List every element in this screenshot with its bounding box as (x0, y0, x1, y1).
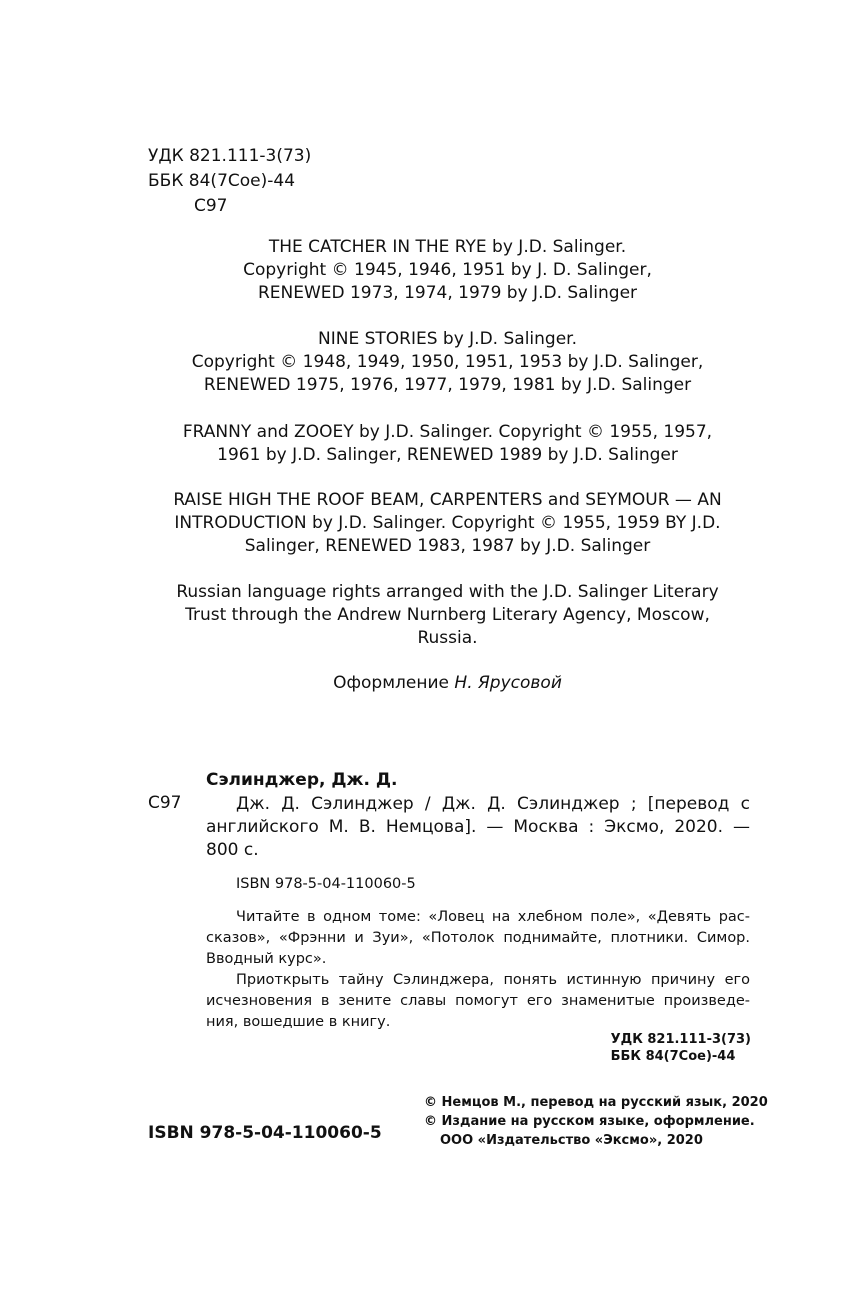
copyright-line: THE CATCHER IN THE RYE by J.D. Salinger. (268, 237, 627, 257)
biblio-line: 800 с. (206, 840, 259, 860)
footer-udk: УДК 821.111-3(73) (610, 1032, 751, 1047)
copyright-nine-stories (140, 328, 755, 397)
copyright-line: Salinger, RENEWED 1983, 1987 by J.D. Salinger (244, 536, 651, 556)
footer-copyright (424, 1093, 768, 1150)
classification-block (148, 144, 311, 219)
designer-name: Н. Ярусовой (454, 673, 562, 693)
copyright-line: 1961 by J.D. Salinger, RENEWED 1989 by J.D. Salinger (217, 445, 678, 465)
copyright-line: Copyright © 1948, 1949, 1950, 1951, 1953 by J.D. Salinger, (191, 352, 704, 372)
copyright-line: RAISE HIGH THE ROOF BEAM, CARPENTERS and SEYMOUR — AN (173, 490, 722, 510)
copyright-edition: © Издание на русском языке, оформление. (424, 1114, 755, 1129)
footer-classification (611, 1031, 751, 1065)
entry-author: Сэлинджер, Дж. Д. (206, 770, 398, 790)
copyright-translation: © Немцов М., перевод на русский язык, 2020 (424, 1095, 768, 1110)
udk-code: УДК 821.111-3(73) (148, 146, 312, 166)
rights-line: Trust through the Andrew Nurnberg Literary Agency, Moscow, (185, 605, 710, 625)
biblio-line: английского М. В. Немцова]. — Москва : Эксмо, 2020. — (206, 817, 750, 837)
rights-line: Russian language rights arranged with the J.D. Salinger Literary (176, 582, 719, 602)
annotation-line: сказов», «Фрэнни и Зуи», «Потолок поднимайте, плотники. Симор. (206, 930, 750, 946)
copyright-catcher (140, 236, 755, 305)
copyright-line: Copyright © 1945, 1946, 1951 by J. D. Salinger, (243, 260, 652, 280)
entry-author-mark: С97 (148, 793, 182, 813)
annotation-line: Вводный курс». (206, 951, 327, 967)
copyright-line: FRANNY and ZOOEY by J.D. Salinger. Copyright © 1955, 1957, (182, 422, 713, 442)
bibliographic-description (206, 793, 750, 862)
rights-line: Russia. (417, 628, 478, 648)
copyright-franny (140, 421, 755, 467)
copyright-line: RENEWED 1973, 1974, 1979 by J.D. Salinger (257, 283, 638, 303)
copyright-line: RENEWED 1975, 1976, 1977, 1979, 1981 by J.D. Salinger (203, 375, 692, 395)
copyright-publisher: ООО «Издательство «Эксмо», 2020 (440, 1133, 703, 1148)
design-label: Оформление (333, 673, 449, 693)
annotation-line: исчезновения в зените славы помогут его знаменитые произведе- (206, 993, 750, 1009)
annotation-line: Приоткрыть тайну Сэлинджера, понять истинную причину его (236, 972, 750, 988)
author-mark: С97 (194, 196, 228, 216)
copyright-line: INTRODUCTION by J.D. Salinger. Copyright © 1955, 1959 BY J.D. (174, 513, 721, 533)
annotation-line: ния, вошедшие в книгу. (206, 1014, 391, 1030)
annotation (206, 907, 750, 1033)
biblio-line: Дж. Д. Сэлинджер / Дж. Д. Сэлинджер ; [перевод с (236, 794, 750, 814)
footer-bbk: ББК 84(7Сое)-44 (610, 1049, 736, 1064)
annotation-line: Читайте в одном томе: «Ловец на хлебном поле», «Девять рас- (236, 909, 750, 925)
footer-isbn: ISBN 978-5-04-110060-5 (148, 1123, 382, 1143)
copyright-line: NINE STORIES by J.D. Salinger. (318, 329, 577, 349)
copyright-raise-high (140, 489, 755, 558)
design-credit (140, 673, 755, 693)
entry-isbn: ISBN 978-5-04-110060-5 (236, 876, 416, 892)
rights-notice (140, 581, 755, 650)
bbk-code: ББК 84(7Сое)-44 (148, 171, 296, 191)
